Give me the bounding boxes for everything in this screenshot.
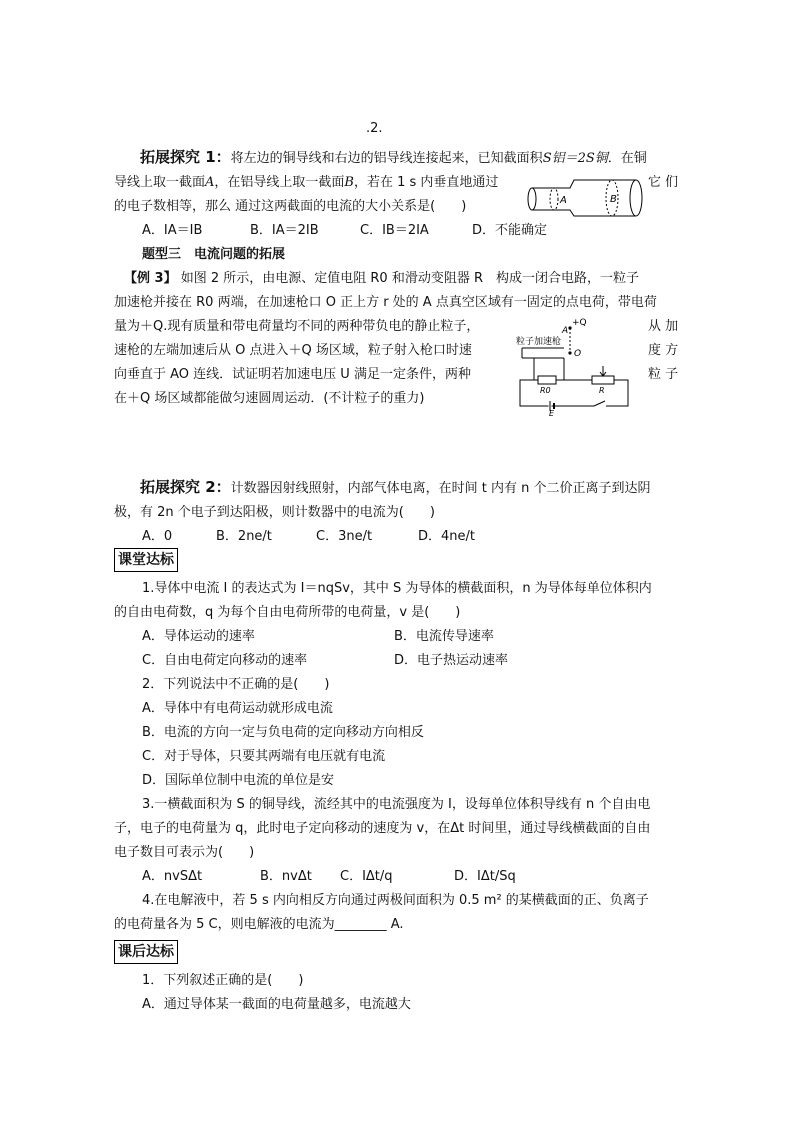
example3-tag: 【例 3】	[124, 271, 177, 286]
class-q1-line1: 1.导体中电流 I 的表达式为 I＝nqSv，其中 S 为导体的横截面积，n 为导体每单位体积内	[142, 581, 652, 596]
example3-text1: 如图 2 所示，由电源、定值电阻 R0 和滑动变阻器 R 构成一闭合电路，一粒子	[180, 271, 639, 286]
ext1-option-c: C．IB＝2IA	[360, 223, 429, 238]
class-q2: 2．下列说法中不正确的是( )	[142, 677, 330, 692]
class-q1-line2: 的自由电荷数，q 为每个自由电荷所带的电荷量，v 是( )	[114, 605, 461, 620]
ext1-B: B	[344, 175, 354, 190]
class-q4-line2: 的电荷量各为 5 C，则电解液的电流为________ A.	[114, 917, 404, 932]
class-q1-option-c: C．自由电荷定向移动的速率	[142, 653, 308, 668]
class-q3-option-a: A．nvSΔt	[142, 869, 203, 884]
ext1-option-d: D．不能确定	[472, 223, 548, 238]
class-q1-option-a: A．导体运动的速率	[142, 629, 255, 644]
after-q1-option-a: A．通过导体某一截面的电荷量越多，电流越大	[142, 997, 411, 1012]
point-O-label: O	[574, 349, 582, 359]
ext1-line2	[114, 174, 498, 192]
rheostat-r	[592, 376, 614, 384]
ext1-option-a: A．IA＝IB	[142, 223, 203, 238]
type3-title: 题型三 电流问题的拓展	[142, 247, 286, 262]
page-number: .2.	[366, 121, 383, 136]
class-q3-line3: 电子数目可表示为( )	[114, 845, 255, 860]
gun-label: 粒子加速枪	[516, 337, 562, 347]
ext1-eq: S铝＝2S铜	[542, 151, 608, 166]
ext1-line2-right: 它 们	[648, 175, 679, 190]
wire-figure	[524, 174, 644, 222]
class-q1-option-b: B．电流传导速率	[394, 629, 494, 644]
ext2-line1	[140, 478, 651, 498]
class-q2-option-c: C．对于导体，只要其两端有电压就有电流	[142, 749, 386, 764]
class-q2-option-b: B．电流的方向一定与负电荷的定向移动方向相反	[142, 725, 424, 740]
ext1-A: A	[205, 175, 215, 190]
charge-label: +Q	[572, 318, 587, 328]
after-q1: 1．下列叙述正确的是( )	[142, 973, 304, 988]
ext2-option-c: C．3ne/t	[316, 529, 373, 544]
example3-line4: 速枪的左端加速后从 O 点进入＋Q 场区域，粒子射入枪口时速	[114, 343, 472, 358]
example3-line5-right: 粒 子	[648, 367, 679, 382]
section-A	[550, 188, 558, 210]
example3-line1	[124, 270, 639, 288]
circuit-figure	[514, 316, 634, 416]
point-A-label: A	[562, 326, 569, 336]
point-O-dot	[568, 351, 571, 354]
class-test-title: 课堂达标	[114, 548, 178, 572]
class-q3-option-b: B．nvΔt	[260, 869, 312, 884]
ext2-option-a: A．0	[142, 529, 173, 544]
ext1-text2b: ，在铝导线上取一截面	[214, 175, 345, 190]
class-q3-option-d: D．IΔt/Sq	[454, 869, 516, 884]
ext2-title: 拓展探究 2：	[140, 478, 231, 496]
r0-label: R0	[540, 386, 551, 395]
example3-line3-right: 从 加	[648, 319, 679, 334]
class-q4-line1: 4.在电解液中，若 5 s 内向相反方向通过两极间面积为 0.5 m² 的某横截面的正、负离子	[142, 893, 649, 908]
ext1-line3: 的电子数相等，那么 通过这两截面的电流的大小关系是( )	[114, 199, 467, 214]
class-q3-line1: 3.一横截面积为 S 的铜导线，流经其中的电流强度为 I，设每单位体积导线有 n 个自由电	[142, 797, 651, 812]
copper-end	[528, 188, 536, 210]
e-label: E	[549, 409, 555, 416]
ext1-option-b: B．IA＝2IB	[250, 223, 319, 238]
resistor-r0	[538, 376, 556, 384]
ext1-line1	[140, 148, 647, 168]
ext1-text1a: 将左边的铜导线和右边的铝导线连接起来，已知截面积	[230, 151, 543, 166]
class-q1-option-d: D．电子热运动速率	[394, 653, 509, 668]
ext2-line2: 极，有 2n 个电子到达阳极，则计数器中的电流为( )	[114, 505, 435, 520]
ext2-option-b: B．2ne/t	[216, 529, 272, 544]
class-q3-line2: 子，电子的电荷量为 q，此时电子定向移动的速度为 v，在Δt 时间里，通过导线横截面的自由	[114, 821, 651, 836]
r-label: R	[599, 386, 605, 395]
example3-line2: 加速枪并接在 R0 两端，在加速枪口 O 正上方 r 处的 A 点真空区域有一固定的点电荷，带电荷	[114, 295, 657, 310]
example3-line3: 量为＋Q.现有质量和带电荷量均不同的两种带负电的静止粒子，	[114, 319, 480, 334]
example3-line6: 在＋Q 场区域都能做匀速圆周运动．(不计粒子的重力)	[114, 391, 425, 406]
class-q2-option-a: A．导体中有电荷运动就形成电流	[142, 701, 333, 716]
class-q3-option-c: C．IΔt/q	[340, 869, 393, 884]
after-test-title: 课后达标	[114, 940, 178, 964]
fig-label-B: B	[610, 194, 617, 205]
ext2-text1: 计数器因射线照射，内部气体电离，在时间 t 内有 n 个二价正离子到达阴	[230, 481, 651, 496]
ext1-text2c: ，若在 1 s 内垂直地通过	[353, 175, 499, 190]
example3-line4-right: 度 方	[648, 343, 679, 358]
ext1-text2a: 导线上取一截面	[114, 175, 206, 190]
ext2-option-d: D．4ne/t	[418, 529, 475, 544]
class-q2-option-d: D．国际单位制中电流的单位是安	[142, 773, 335, 788]
ext1-text1b: ．在铜	[607, 151, 647, 166]
aluminum-end	[630, 180, 642, 216]
copper-wire	[532, 180, 636, 216]
example3-line5: 向垂直于 AO 连线．试证明若加速电压 U 满足一定条件，两种	[114, 367, 471, 382]
fig-label-A: A	[560, 195, 567, 206]
ext1-title: 拓展探究 1：	[140, 148, 231, 166]
